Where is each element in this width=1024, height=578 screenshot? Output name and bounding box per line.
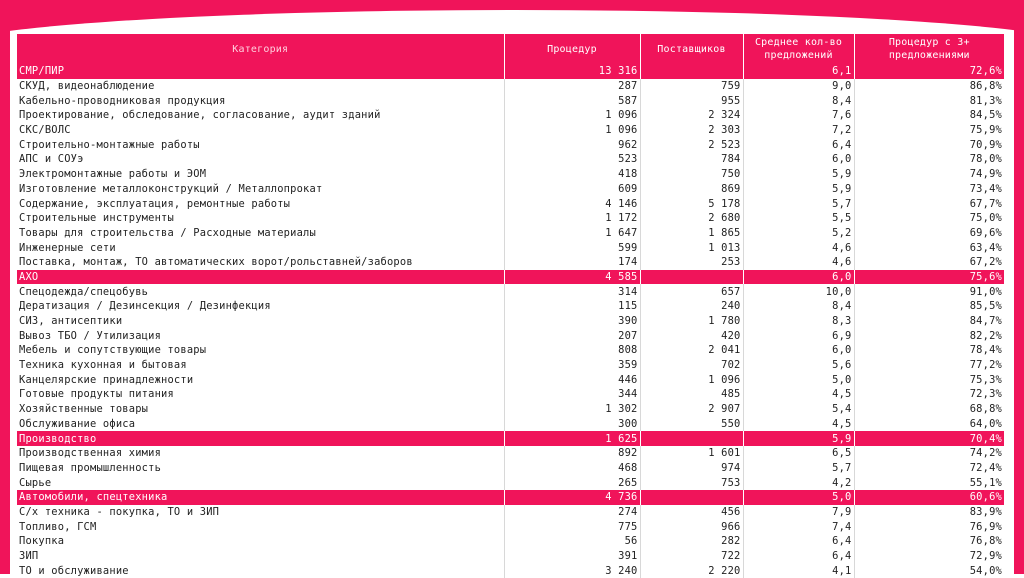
category-cell: Обслуживание офиса	[17, 417, 504, 432]
category-cell: Производство	[17, 431, 504, 446]
table-row	[17, 519, 1004, 534]
avg-offers-cell: 4,1	[743, 563, 854, 578]
category-cell: Покупка	[17, 534, 504, 549]
procedures-3plus-cell: 72,9%	[854, 549, 1004, 564]
avg-offers-cell: 4,2	[743, 475, 854, 490]
procedures-3plus-cell: 55,1%	[854, 475, 1004, 490]
avg-offers-cell: 4,5	[743, 387, 854, 402]
suppliers-cell: 1 601	[640, 446, 743, 461]
category-cell: АПС и СОУэ	[17, 152, 504, 167]
left-decor-border	[0, 30, 10, 574]
table-row	[17, 255, 1004, 270]
header-category: Категория	[17, 34, 504, 64]
category-cell: Товары для строительства / Расходные материалы	[17, 226, 504, 241]
group-row	[17, 64, 1004, 79]
procedures-3plus-cell: 72,3%	[854, 387, 1004, 402]
category-cell: СМР/ПИР	[17, 64, 504, 79]
procedures-3plus-cell: 81,3%	[854, 93, 1004, 108]
category-cell: Содержание, эксплуатация, ремонтные работы	[17, 196, 504, 211]
avg-offers-cell: 6,4	[743, 137, 854, 152]
table-row	[17, 167, 1004, 182]
procedures-cell: 1 302	[504, 402, 640, 417]
table-row	[17, 446, 1004, 461]
procedures-cell: 13 316	[504, 64, 640, 79]
procedures-cell: 3 240	[504, 563, 640, 578]
procedures-cell: 265	[504, 475, 640, 490]
procedures-3plus-cell: 73,4%	[854, 182, 1004, 197]
avg-offers-cell: 6,0	[743, 343, 854, 358]
avg-offers-cell: 8,4	[743, 299, 854, 314]
category-cell: Производственная химия	[17, 446, 504, 461]
table-row	[17, 475, 1004, 490]
procedures-cell: 892	[504, 446, 640, 461]
header-procedures: Процедур	[504, 34, 640, 64]
procedures-cell: 599	[504, 240, 640, 255]
procedures-3plus-cell: 84,7%	[854, 314, 1004, 329]
procedures-cell: 1 647	[504, 226, 640, 241]
category-cell: Спецодежда/спецобувь	[17, 284, 504, 299]
suppliers-cell: 2 041	[640, 343, 743, 358]
procedures-cell: 344	[504, 387, 640, 402]
procedures-3plus-cell: 69,6%	[854, 226, 1004, 241]
table-row	[17, 387, 1004, 402]
suppliers-cell: 1 096	[640, 372, 743, 387]
avg-offers-cell: 6,5	[743, 446, 854, 461]
avg-offers-cell: 4,5	[743, 417, 854, 432]
avg-offers-cell: 5,0	[743, 372, 854, 387]
group-row	[17, 490, 1004, 505]
avg-offers-cell: 6,0	[743, 152, 854, 167]
suppliers-cell: 2 220	[640, 563, 743, 578]
avg-offers-cell: 5,0	[743, 490, 854, 505]
category-cell: Хозяйственные товары	[17, 402, 504, 417]
suppliers-cell: 282	[640, 534, 743, 549]
suppliers-cell	[640, 431, 743, 446]
suppliers-cell: 456	[640, 505, 743, 520]
category-cell: ЗИП	[17, 549, 504, 564]
category-cell: Строительные инструменты	[17, 211, 504, 226]
suppliers-cell: 5 178	[640, 196, 743, 211]
suppliers-cell: 750	[640, 167, 743, 182]
procedures-cell: 587	[504, 93, 640, 108]
suppliers-cell: 2 324	[640, 108, 743, 123]
procedures-3plus-cell: 72,4%	[854, 461, 1004, 476]
procedures-cell: 1 096	[504, 123, 640, 138]
suppliers-cell: 784	[640, 152, 743, 167]
table-header-row	[17, 34, 1004, 64]
procedures-cell: 207	[504, 328, 640, 343]
category-cell: Сырье	[17, 475, 504, 490]
avg-offers-cell: 7,6	[743, 108, 854, 123]
category-cell: Электромонтажные работы и ЭОМ	[17, 167, 504, 182]
procedures-cell: 609	[504, 182, 640, 197]
suppliers-cell: 2 523	[640, 137, 743, 152]
avg-offers-cell: 6,0	[743, 270, 854, 285]
suppliers-cell: 974	[640, 461, 743, 476]
category-cell: С/х техника - покупка, ТО и ЗИП	[17, 505, 504, 520]
category-cell: Автомобили, спецтехника	[17, 490, 504, 505]
table-row	[17, 79, 1004, 94]
procedures-3plus-cell: 74,9%	[854, 167, 1004, 182]
table-row	[17, 123, 1004, 138]
suppliers-cell: 1 013	[640, 240, 743, 255]
suppliers-cell: 240	[640, 299, 743, 314]
avg-offers-cell: 5,7	[743, 461, 854, 476]
suppliers-cell: 420	[640, 328, 743, 343]
procedures-3plus-cell: 91,0%	[854, 284, 1004, 299]
category-cell: СКС/ВОЛС	[17, 123, 504, 138]
category-cell: Мебель и сопутствующие товары	[17, 343, 504, 358]
suppliers-cell: 485	[640, 387, 743, 402]
table-body	[17, 64, 1004, 578]
category-cell: Поставка, монтаж, ТО автоматических ворот/рольставней/заборов	[17, 255, 504, 270]
table-row	[17, 328, 1004, 343]
procedures-cell: 391	[504, 549, 640, 564]
procedures-cell: 808	[504, 343, 640, 358]
table-row	[17, 549, 1004, 564]
avg-offers-cell: 5,7	[743, 196, 854, 211]
procedures-3plus-cell: 86,8%	[854, 79, 1004, 94]
procedures-cell: 775	[504, 519, 640, 534]
category-cell: Топливо, ГСМ	[17, 519, 504, 534]
category-cell: Дератизация / Дезинсекция / Дезинфекция	[17, 299, 504, 314]
category-cell: Проектирование, обследование, согласование, аудит зданий	[17, 108, 504, 123]
procedures-cell: 359	[504, 358, 640, 373]
category-cell: Канцелярские принадлежности	[17, 372, 504, 387]
avg-offers-cell: 9,0	[743, 79, 854, 94]
table-row	[17, 563, 1004, 578]
procedures-3plus-cell: 76,8%	[854, 534, 1004, 549]
suppliers-cell: 2 680	[640, 211, 743, 226]
suppliers-cell: 1 865	[640, 226, 743, 241]
avg-offers-cell: 6,4	[743, 534, 854, 549]
avg-offers-cell: 8,3	[743, 314, 854, 329]
procedures-3plus-cell: 75,3%	[854, 372, 1004, 387]
category-cell: Готовые продукты питания	[17, 387, 504, 402]
suppliers-cell: 253	[640, 255, 743, 270]
procedures-cell: 1 096	[504, 108, 640, 123]
table-row	[17, 417, 1004, 432]
avg-offers-cell: 5,4	[743, 402, 854, 417]
table-row	[17, 108, 1004, 123]
procedures-3plus-cell: 70,4%	[854, 431, 1004, 446]
header-suppliers: Поставщиков	[640, 34, 743, 64]
avg-offers-cell: 6,9	[743, 328, 854, 343]
category-cell: Изготовление металлоконструкций / Металлопрокат	[17, 182, 504, 197]
table-row	[17, 372, 1004, 387]
avg-offers-cell: 7,9	[743, 505, 854, 520]
procedures-3plus-cell: 54,0%	[854, 563, 1004, 578]
avg-offers-cell: 5,5	[743, 211, 854, 226]
procedures-cell: 4 736	[504, 490, 640, 505]
procedures-3plus-cell: 83,9%	[854, 505, 1004, 520]
category-cell: СКУД, видеонаблюдение	[17, 79, 504, 94]
category-cell: СИЗ, антисептики	[17, 314, 504, 329]
table-row	[17, 461, 1004, 476]
procedures-cell: 962	[504, 137, 640, 152]
avg-offers-cell: 7,2	[743, 123, 854, 138]
suppliers-cell: 657	[640, 284, 743, 299]
procedures-cell: 174	[504, 255, 640, 270]
table-row	[17, 314, 1004, 329]
table-row	[17, 226, 1004, 241]
avg-offers-cell: 5,9	[743, 167, 854, 182]
avg-offers-cell: 5,9	[743, 431, 854, 446]
suppliers-cell: 955	[640, 93, 743, 108]
procedures-cell: 390	[504, 314, 640, 329]
procedures-cell: 1 625	[504, 431, 640, 446]
procedures-cell: 314	[504, 284, 640, 299]
suppliers-cell: 2 303	[640, 123, 743, 138]
procedures-3plus-cell: 82,2%	[854, 328, 1004, 343]
suppliers-cell: 722	[640, 549, 743, 564]
suppliers-cell: 702	[640, 358, 743, 373]
procedures-cell: 4 585	[504, 270, 640, 285]
procedures-3plus-cell: 63,4%	[854, 240, 1004, 255]
procedures-3plus-cell: 72,6%	[854, 64, 1004, 79]
suppliers-cell: 2 907	[640, 402, 743, 417]
table-row	[17, 505, 1004, 520]
procedures-3plus-cell: 77,2%	[854, 358, 1004, 373]
table-row	[17, 402, 1004, 417]
procedures-3plus-cell: 75,9%	[854, 123, 1004, 138]
table-row	[17, 182, 1004, 197]
procedures-cell: 4 146	[504, 196, 640, 211]
category-cell: Кабельно-проводниковая продукция	[17, 93, 504, 108]
table-row	[17, 358, 1004, 373]
suppliers-cell: 753	[640, 475, 743, 490]
avg-offers-cell: 10,0	[743, 284, 854, 299]
table-row	[17, 152, 1004, 167]
category-cell: Инженерные сети	[17, 240, 504, 255]
procedures-3plus-cell: 60,6%	[854, 490, 1004, 505]
table-row	[17, 343, 1004, 358]
table-row	[17, 284, 1004, 299]
procedures-cell: 56	[504, 534, 640, 549]
category-cell: Пищевая промышленность	[17, 461, 504, 476]
procedures-cell: 468	[504, 461, 640, 476]
suppliers-cell	[640, 490, 743, 505]
avg-offers-cell: 6,4	[743, 549, 854, 564]
suppliers-cell: 759	[640, 79, 743, 94]
avg-offers-cell: 4,6	[743, 255, 854, 270]
suppliers-cell: 550	[640, 417, 743, 432]
procedures-cell: 1 172	[504, 211, 640, 226]
avg-offers-cell: 6,1	[743, 64, 854, 79]
suppliers-cell	[640, 270, 743, 285]
category-cell: Техника кухонная и бытовая	[17, 358, 504, 373]
procedures-3plus-cell: 67,7%	[854, 196, 1004, 211]
suppliers-cell: 869	[640, 182, 743, 197]
procedures-3plus-cell: 70,9%	[854, 137, 1004, 152]
procedures-cell: 523	[504, 152, 640, 167]
table-row	[17, 196, 1004, 211]
right-decor-border	[1014, 30, 1024, 574]
header-avg-offers: Среднее кол-во предложений	[743, 34, 854, 64]
procurement-table	[17, 34, 1004, 578]
table-row	[17, 137, 1004, 152]
avg-offers-cell: 4,6	[743, 240, 854, 255]
procedures-cell: 446	[504, 372, 640, 387]
procedures-3plus-cell: 67,2%	[854, 255, 1004, 270]
procedures-3plus-cell: 85,5%	[854, 299, 1004, 314]
procedures-cell: 300	[504, 417, 640, 432]
procedures-3plus-cell: 74,2%	[854, 446, 1004, 461]
avg-offers-cell: 5,2	[743, 226, 854, 241]
header-procedures-3plus: Процедур с 3+ предложениями	[854, 34, 1004, 64]
procedures-3plus-cell: 78,0%	[854, 152, 1004, 167]
category-cell: Вывоз ТБО / Утилизация	[17, 328, 504, 343]
procedures-3plus-cell: 84,5%	[854, 108, 1004, 123]
suppliers-cell: 966	[640, 519, 743, 534]
category-cell: АХО	[17, 270, 504, 285]
group-row	[17, 270, 1004, 285]
suppliers-cell	[640, 64, 743, 79]
procedures-cell: 287	[504, 79, 640, 94]
avg-offers-cell: 8,4	[743, 93, 854, 108]
procedures-cell: 274	[504, 505, 640, 520]
avg-offers-cell: 5,6	[743, 358, 854, 373]
category-cell: ТО и обслуживание	[17, 563, 504, 578]
table-row	[17, 534, 1004, 549]
table-row	[17, 299, 1004, 314]
avg-offers-cell: 5,9	[743, 182, 854, 197]
procedures-3plus-cell: 68,8%	[854, 402, 1004, 417]
suppliers-cell: 1 780	[640, 314, 743, 329]
procedures-cell: 418	[504, 167, 640, 182]
table-row	[17, 93, 1004, 108]
procedures-cell: 115	[504, 299, 640, 314]
procedures-3plus-cell: 64,0%	[854, 417, 1004, 432]
avg-offers-cell: 7,4	[743, 519, 854, 534]
table-row	[17, 211, 1004, 226]
procedures-3plus-cell: 75,0%	[854, 211, 1004, 226]
procedures-3plus-cell: 78,4%	[854, 343, 1004, 358]
table-row	[17, 240, 1004, 255]
category-cell: Строительно-монтажные работы	[17, 137, 504, 152]
procedures-3plus-cell: 75,6%	[854, 270, 1004, 285]
procedures-3plus-cell: 76,9%	[854, 519, 1004, 534]
group-row	[17, 431, 1004, 446]
